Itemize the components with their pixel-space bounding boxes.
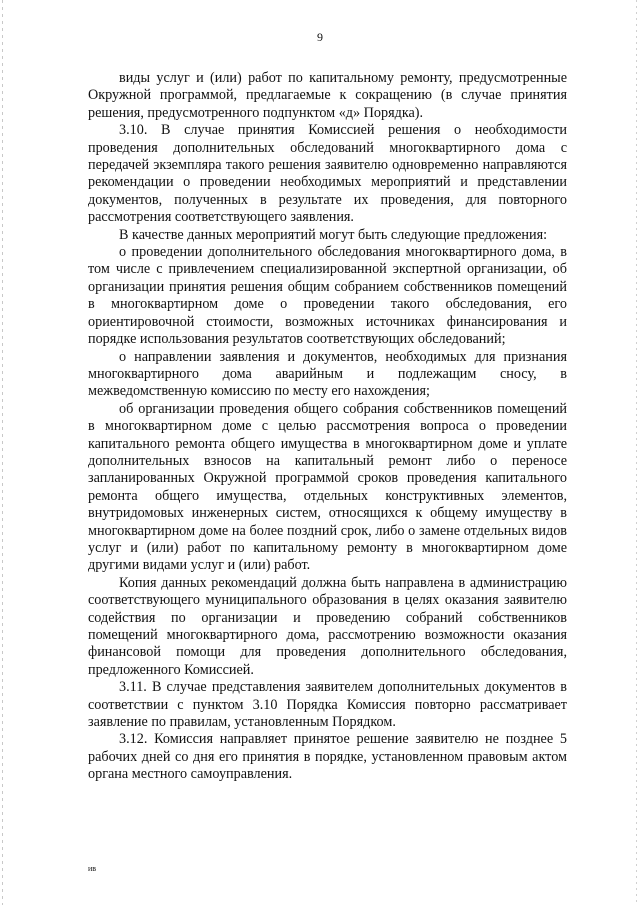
scan-edge-right [636, 0, 637, 905]
paragraph-emergency-housing: о направлении заявления и документов, необходимых для признания многоквартирного дома аварийным и подлежащим сносу, в межведомственную комиссию по месту его нахождения; [88, 348, 567, 400]
paragraph-general-meeting: об организации проведения общего собрания собственников помещений в многоквартирном доме с целью рассмотрения вопроса о проведении капитального ремонта общего имущества в многоквартирном доме и уплате дополнительных взносов на капитальный ремонт либо о переносе запланированных Окружной программой сроков проведения капитального ремонта общего имущества, отдельных конструктивных элементов, внутридомовых инженерных систем, относящихся к общему имуществу в многоквартирном доме на более поздний срок, либо о замене отдельных видов услуг и (или) работ по капитальному ремонту в многоквартирном доме другими видами услуг и (или) работ. [88, 400, 567, 574]
scan-edge-left [2, 0, 3, 905]
paragraph-recommendations-copy: Копия данных рекомендаций должна быть направлена в администрацию соответствующего муниципального образования в целях оказания заявителю содействия по организации и проведению собраний собственников помещений многоквартирного дома, рассмотрению возможности оказания финансовой помощи для проведения дополнительного обследования, предложенного Комиссией. [88, 574, 567, 678]
page-number: 9 [317, 30, 323, 44]
paragraph-3-12: 3.12. Комиссия направляет принятое решение заявителю не позднее 5 рабочих дней со дня его принятия в порядке, установленном правовым актом органа местного самоуправления. [88, 731, 567, 783]
paragraph-proposals-intro: В качестве данных мероприятий могут быть следующие предложения: [119, 226, 548, 243]
paragraph-3-10: 3.10. В случае принятия Комиссией решения о необходимости проведения дополнительных обследований многоквартирного дома с передачей экземпляра такого решения заявителю одновременно направляются рекомендации о проведении необходимых мероприятий и представлении документов, полученных в результате их проведения, для повторного рассмотрения соответствующего заявления. [88, 122, 567, 226]
footer-code: ив [88, 864, 97, 873]
paragraph-3-11: 3.11. В случае представления заявителем дополнительных документов в соответствии с пунктом 3.10 Порядка Комиссия повторно рассматривает заявление по правилам, установленным Порядком. [88, 679, 567, 731]
paragraph-work-types: виды услуг и (или) работ по капитальному ремонту, предусмотренные Окружной программой, предлагаемые к сокращению (в случае принятия решения, предусмотренного подпунктом «д» Порядка). [88, 70, 567, 121]
document-body [88, 70, 567, 784]
paragraph-additional-inspection: о проведении дополнительного обследования многоквартирного дома, в том числе с привлечением специализированной экспертной организации, об организации принятия решения общим собранием собственников помещений в многоквартирном доме о проведении такого обследования, его ориентировочной стоимости, возможных источниках финансирования и порядке использования результатов соответствующих обследований; [88, 244, 567, 348]
